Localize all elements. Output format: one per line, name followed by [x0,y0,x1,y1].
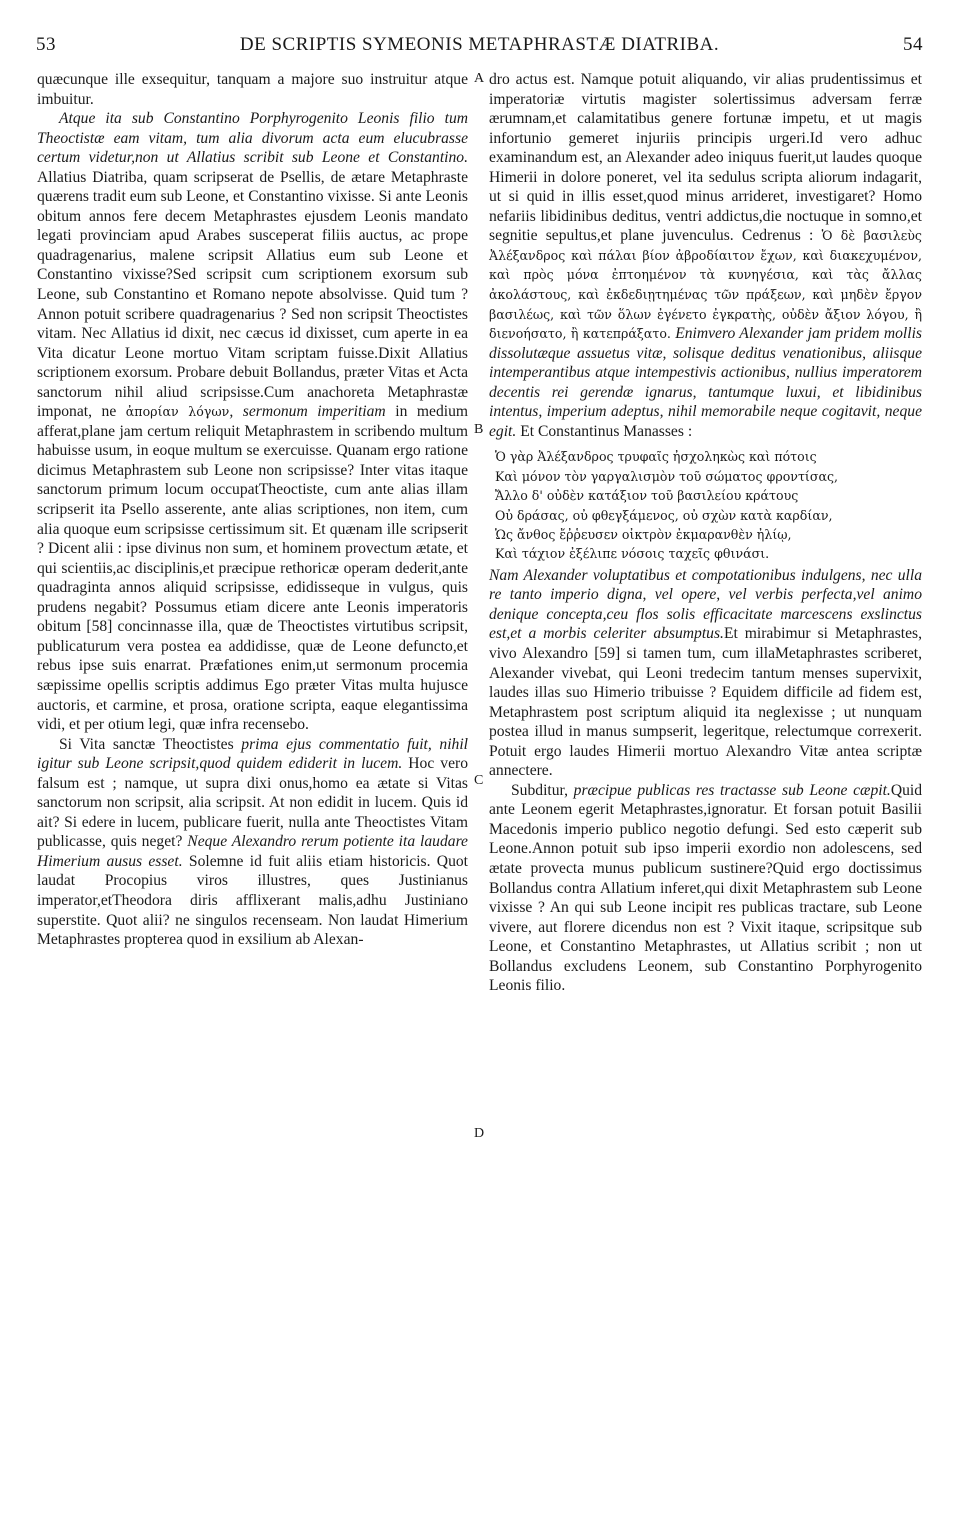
paragraph-text: in medium afferat,plane jam certum reliquit Metaphrastem in scribendo multum habuisse usum, in eoque multum se exercuisse. Quanam ergo ratione dicimus Metaphrastem sub Leone non scripsisse? Inter vitas itaque sanctorum primum locum occupatTheoctiste, cum ante alias illam scripserit ita Psello asserente, ante alias scriptiones, non item, cum alia quoque eum scripsisse certissimum sit. Et quænam ille scripserit ? Dicent alii : ipse divinus non sum, et hominem provectum ætate, et qui scientiis,ac disciplinis,et præcipue rethoricæ operam dederit,ante quadraginta annos aliquid scripsisse, edidisseque in vulgus, quis prudens negabit? Possumus etiam dicere ante Leonis imperatoris obitum [58] concinnasse illa, quæ de Theoctistes virtutibus scripsit, publicaturum vera postea ea addidisse, quæ de Leone defuncto,et rebus ipse suis enarrat. Præfationes enim,ut sermonum procemia sæpissime opellis scriptis addimus Ego præter Vitas multa hujusce auctoris, et carmine, et prosa, oratione scripta, eaque elegantissima vidi, et per otium legi, quæ infra recensebo. [37,403,468,734]
paragraph-text: Subditur, [511,781,574,799]
paragraph-text: Allatius Diatriba, quam scripserat de Psellis, de ætare Metaphraste quærens tradit eum sub Leone, et Constantino vixisse. Si ante Leonis obitum annos fere decem Metaphrastes ejusdem Leonis mandato legati provinciam apud Arabes susceperat filiis auctus, ac prope quadragenarius, malene scripsit Allatius eum sub Leone et Constantino vixisse?Sed scripsit cum scriptionem exorsum sub Leone, sub Constantino et Romano nepote absolvisse. Quid tum ? Annon potuit scribere quadragenarius ? Sed non scripsit Theoctistes vitam. Nec Allatius id dixit, nec cæcus id dixisset, cum aperte in ea Vita dicatur Leone mortuo Vitam scriptam fuisse.Dixit Allatius scriptionem exorsum. Probare debuit Bollandus, præter Vitas et Acta sanctorum nihil aliud scripsisse.Cum anachoreta Metaphrastæ imponat, ne [37,168,468,421]
page-number-left: 53 [36,34,56,55]
verse-line: Ὁ γὰρ Ἀλέξανδρος τρυφαῖς ἠσχοληκὼς καὶ πότοις [495,449,817,465]
verse-line: Καὶ μόνον τὸν γαργαλισμὸν τοῦ σώματος φροντίσας, [495,468,839,484]
running-header [36,34,923,64]
margin-marker-d: D [474,1126,485,1141]
left-column [37,70,468,950]
verse-line: Οὐ δράσας, οὐ φθεγξάμενος, οὐ σχὼν κατὰ καρδίαν, [495,507,833,523]
italic-text: Enimvero Alexander jam pridem mollis dissolutæque assuetus vitæ, solisque deditus venationibus, aliisque intemperantibus atque intempestivis actionibus, nullius imperatorem decentis rei gerendæ ignarus, tantumque luxui, et libidinibus intentus, imperium adeptus, nihil memorabile neque cogitavit, neque egit. [489,325,922,440]
paragraph-text: dro actus est. Namque potuit aliquando, vir alias prudentissimus et imperatoriæ virtutis magister solertissimus adversam ferræ ærumnam,et calamitatibus genere fortunæ impetu, et ut magis infortunio gemeret injuriis principis urgeri.Id vero adhuc examinandum est, an Alexander adeo iniquus fuerit,ut laudes quoque Himerii in dolore poneret, vel ita sedulus scripta aliorum indagarit, ut si quid in illis esset,quod minus arrideret, investigaret? Homo nefariis libidinibus deditus, ventri addictus,die noctuque in somno,et segnitie sepultus,et plane juvenculus. Cedrenus : [489,71,922,245]
greek-verse [489,447,922,563]
paragraph-text: Et Constantinus Manasses : [516,422,693,440]
paragraph [37,109,468,735]
margin-marker-a: A [474,71,485,86]
italic-text: , sermonum imperitiam [229,403,386,421]
verse-line: Ἄλλο δ' οὐδὲν κατάξιον τοῦ βασιλείου κράτους [495,488,799,504]
paragraph [37,735,468,950]
greek-text: Ὁ δὲ βασιλεὺς Ἀλέξανδρος καὶ πάλαι βίον ἀβροδίαιτον ἔχων, καὶ διακεχυμένον, καὶ πρὸς μόνα ἐπτοημένον τὰ κυνηγέσια, καὶ τὰς ἄλλας ἀκολάστους, καὶ ἐκδεδιῃτημένας τῶν πράξεων, καὶ μηδὲν ἔργον βασιλέως, καὶ τῶν ὅλων ἐγένετο ἐγκρατὴς, οὐδὲν ἄξιον λόγου, ἢ διενοήσατο, ἢ κατεπράξατο. [489,228,922,342]
paragraph [37,70,468,109]
right-column [489,70,922,996]
italic-text: Neque Alexandro rerum potiente ita laudare Himerium ausus esset. [37,833,468,870]
running-title: DE SCRIPTIS SYMEONIS METAPHRASTÆ DIATRIBA. [239,34,720,55]
verse-line: Καὶ τάχιον ἐξέλιπε νόσοις ταχεῖς φθινάσι. [495,546,770,562]
verse-line: Ὡς ἄνθος ἔῤῥευσεν οἰκτρὸν ἐκμαρανθὲν ἠλίῳ, [495,527,792,543]
greek-text: ἀπορίαν λόγων [125,404,230,420]
paragraph-text: Quid ante Leonem egerit Metaphrastes,ignoratur. Et forsan potuit Basilii Macedonis imperio publico negotio defungi. Sed esto cæperit sub Leone.Annon potuit sub ipso imperii exordio non adolescens, sed ætate provecta munus publicum sustinere?Quid ergo doctissimus Bollandus contra Allatium inferet,qui dixit Metaphrastem sub Leone vixisse ? An qui sub Leone incipit res publicas tractare, sub Leone vivere, aut florere dicendus non est ? Vixit itaque, scripsitque sub Leone, et Constantino Metaphrastes, ut Allatius scribit ; non ut Bollandus excludens Leonem, sub Constantino Porphyrogenito Leonis filio. [489,781,923,995]
italic-text: prima ejus commentatio fuit, nihil igitur sub Leone scripsit,quod quidem ediderit in lucem. [37,735,468,773]
paragraph-text: Et mirabimur si Metaphrastes, vivo Alexandro [59] si tamen tum, cum illaMetaphrastes scriberet, Alexander vivebat, qui Leoni tredecim tantum menses supervixit, laudes illas suo Himerio tribuisse ? Equidem difficile ad fidem est, Metaphrastem post scriptum aliquid ita neglexisse ; ut nunquam postea illud in manus sumpserit, legeritque, relectumque correxerit. Potuit ergo laudes Himerii mortuo Alexandro Vitæ antea scriptæ annectere. [489,625,922,780]
margin-marker-c: C [474,773,484,788]
italic-text: Atque ita sub Constantino Porphyrogenito Leonis filio tum Theoctistæ eam vitam, tum alia divorum acta eum elucubrasse certum videtur,non ut Allatius scribit sub Leone et Constantino. [37,110,468,167]
paragraph [489,70,922,441]
paragraph [489,566,922,781]
page-number-right: 54 [903,34,923,55]
paragraph-text: Hoc vero falsum est ; namque, ut supra dixi onus,homo ea ætate si Vitas sanctorum non scripsit, alia scripsit. At non edidit in lucem. Quis id ait? Si edere in lucem, publicare fuerit, nulla ante Theoctistes Vitam publicasse, quis neget? [37,755,468,851]
italic-text: Nam Alexander voluptatibus et compotationibus indulgens, nec ulla re tanto imperio digna, vel opere, vel verbis perfecta,vel animo denique concepta,ceu flos solis efficacitate marcescens exslinctus est,et a morbis celeriter absumptus. [489,566,922,643]
margin-marker-b: B [474,422,484,437]
paragraph-text: quæcunque ille exsequitur, tanquam a majore suo instruitur atque imbuitur. [37,71,468,108]
italic-text: præcipue publicas res tractasse sub Leone cæpit. [573,781,891,799]
paragraph-text: Si Vita sanctæ Theoctistes [59,735,242,753]
paragraph-text: Solemne id fuit aliis etiam historicis. Quot laudat Procopius viros illustres, ques Justinianus imperator,etTheodora diris afflixerant malis,adhu Justiniano superstite. Quot alii? ne singulos recenseam. Non laudat Himerium Metaphrastes propterea quod in exsilium ab Alexan- [37,852,468,949]
paragraph [489,781,922,996]
